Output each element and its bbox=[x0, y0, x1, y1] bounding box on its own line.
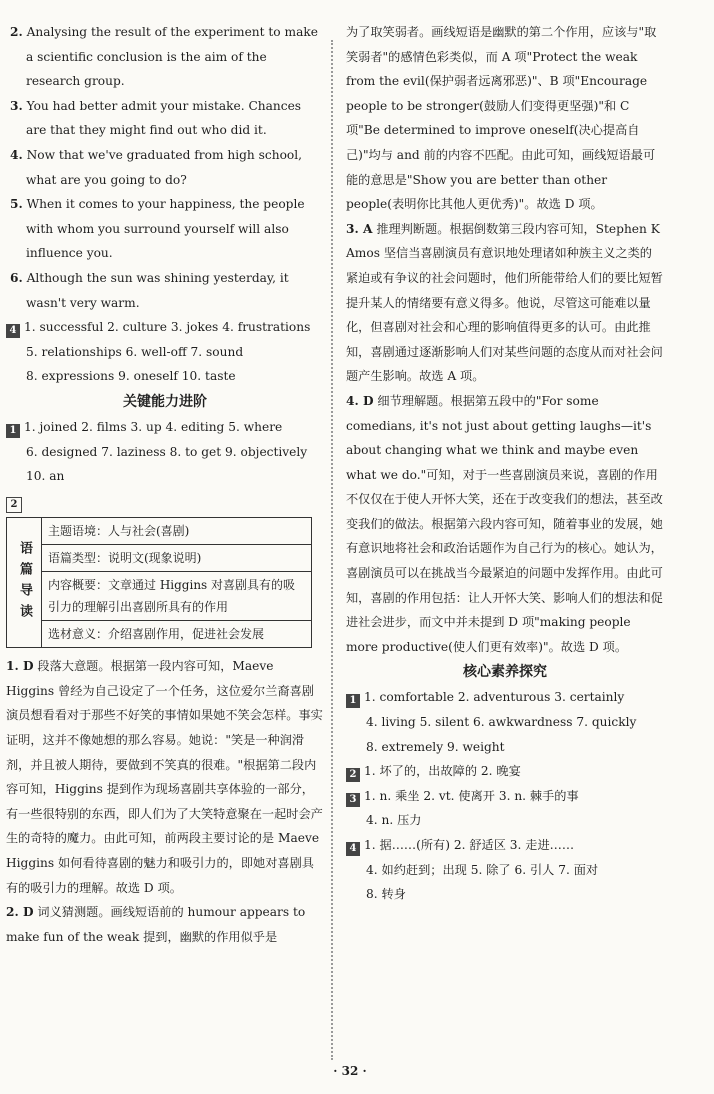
exercise-1 bbox=[346, 685, 664, 759]
answer-text: 1. successful 2. culture 3. jokes 4. frustrations bbox=[24, 320, 311, 335]
answer-line bbox=[6, 315, 324, 340]
answer-explanation bbox=[6, 654, 324, 900]
explanation-text: 词义猜测题。画线短语前的 humour appears to make fun of the weak 提到，幽默的作用似乎是 bbox=[6, 905, 306, 944]
exercise-4 bbox=[6, 315, 324, 389]
exercise-4 bbox=[346, 833, 664, 907]
answer-key: 2. D bbox=[6, 905, 34, 920]
answer-line: 5. relationships 6. well-off 7. sound bbox=[26, 344, 244, 359]
explanation-text: 推理判断题。根据倒数第三段内容可知，Stephen K Amos 坚信当喜剧演员有意识地处理诸如种族主义之类的紧迫或有争议的社会问题时，他们所能带给人们的要比短暂提升某人的情绪要有意义得多。他说，尽管这可能难以量化，但喜剧对社会和心理的影响值得更多的认可。由此推知，喜剧通过逐渐影响人们对某些问题的态度从而对社会问题产生影响。故选 A 项。 bbox=[346, 221, 663, 384]
list-item bbox=[6, 94, 324, 143]
item-text: When it comes to your happiness, the people with whom you surround yourself will also influence you. bbox=[26, 197, 305, 261]
answer-line bbox=[346, 784, 664, 809]
answer-text: 1. joined 2. films 3. up 4. editing 5. where bbox=[24, 419, 283, 434]
explanation-text: 段落大意题。根据第一段内容可知，Maeve Higgins 曾经为自己设定了一个任务，这位爱尔兰裔喜剧演员想看看对于那些不好笑的事情如果她不笑会怎样。事实证明，这并不像她想的那么容易。她说："笑是一种润滑剂，并且被人期待，要做到不笑真的很难。"根据第二段内容可知，Higgins 提到作为现场喜剧共享体验的一部分，有一些很特别的东西，即人们为了大笑特意聚在一起时会产生的奇特的魔力。由此可知，前两段主要讨论的是 Maeve Higgins 如何看待喜剧的魅力和吸引力的，即她对喜剧具有的吸引力的理解。故选 D 项。 bbox=[6, 659, 323, 895]
list-item bbox=[6, 143, 324, 192]
item-text: Analysing the result of the experiment to make a scientific conclusion is the aim of the research group. bbox=[26, 25, 318, 89]
item-number: 5. bbox=[10, 197, 23, 212]
answer-explanation bbox=[346, 217, 664, 389]
right-column bbox=[346, 20, 664, 907]
answer-line bbox=[346, 685, 664, 710]
answer-text: 1. comfortable 2. adventurous 3. certainly bbox=[364, 690, 625, 705]
exercise-1 bbox=[6, 415, 324, 489]
item-text: Although the sun was shining yesterday, it wasn't very warm. bbox=[26, 270, 289, 310]
list-item bbox=[6, 20, 324, 94]
answer-text: 1. 坏了的，出故障的 2. 晚宴 bbox=[364, 764, 521, 779]
item-text: Now that we've graduated from high school, what are you going to do? bbox=[26, 147, 303, 187]
list-item bbox=[6, 266, 324, 315]
answer-line: 6. designed 7. laziness 8. to get 9. objectively bbox=[26, 444, 308, 459]
item-number: 6. bbox=[10, 270, 23, 285]
exercise-2-header bbox=[6, 489, 324, 514]
section-title: 关键能力进阶 bbox=[123, 393, 207, 410]
page-number: · 32 · bbox=[333, 1064, 367, 1078]
answer-explanation-continued: 为了取笑弱者。画线短语是幽默的第二个作用，应该与"取笑弱者"的感情色彩类似，而 A 项"Protect the weak from the evil(保护弱者远离邪恶)"、B 项"Encourage people to be stronger(鼓励人们变得更坚强)"和 C 项"Be determined to improve oneself(决心提高自己)"均与 and 前的内容不匹配。由此可知，画线短语最可能的意思是"Show you are better than other people(表明你比其他人更优秀)"。故选 D 项。 bbox=[346, 25, 657, 212]
explanation-text: 细节理解题。根据第五段中的"For some comedians, it's not just about getting laughs—it's about changing what we think and maybe even what we do."可知，对于一些喜剧演员来说，喜剧的作用不仅仅在于使人开怀大笑，还在于改变我们的想法，甚至改变我们的做法。根据第六段内容可知，随着事业的发展，她有意识地将社会和政治话题作为自己行为的核心。她认为，喜剧演员可以在挑战当今最紧迫的问题中发挥作用。由此可知，喜剧的作用包括：让人开怀大笑、影响人们的想法和促进社会进步，而文中并未提到 D 项"making people more productive(使人们更有效率)"。故选 D 项。 bbox=[346, 393, 663, 654]
answer-line bbox=[346, 833, 664, 858]
section-title: 核心素养探究 bbox=[463, 664, 547, 681]
answer-line: 10. an bbox=[26, 469, 65, 484]
guide-row: 选材意义：介绍喜剧作用，促进社会发展 bbox=[42, 621, 312, 648]
guide-row: 主题语境：人与社会(喜剧) bbox=[42, 518, 312, 545]
list-item bbox=[6, 192, 324, 266]
item-text: You had better admit your mistake. Chances are that they might find out who did it. bbox=[26, 98, 302, 138]
exercise-3 bbox=[346, 784, 664, 833]
guide-label: 语篇导读 bbox=[7, 518, 42, 648]
exercise-number-badge: 1 bbox=[6, 424, 20, 438]
answer-text: 1. n. 乘坐 2. vt. 使离开 3. n. 棘手的事 bbox=[364, 788, 579, 803]
answer-line: 4. n. 压力 bbox=[366, 813, 422, 828]
item-number: 4. bbox=[10, 147, 23, 162]
item-number: 2. bbox=[10, 25, 23, 39]
intro-items bbox=[6, 20, 324, 315]
exercise-number-badge: 3 bbox=[346, 793, 360, 807]
answer-key: 4. D bbox=[346, 393, 374, 408]
guide-row: 语篇类型：说明文(现象说明) bbox=[42, 545, 312, 572]
answer-key: 3. A bbox=[346, 221, 373, 236]
exercise-2 bbox=[346, 759, 664, 784]
guide-row: 内容概要：文章通过 Higgins 对喜剧具有的吸引力的理解引出喜剧所具有的作用 bbox=[42, 572, 312, 621]
left-column bbox=[6, 20, 324, 949]
answer-line: 8. 转身 bbox=[366, 887, 406, 902]
reading-guide-table bbox=[6, 517, 312, 648]
answer-explanation bbox=[6, 900, 324, 949]
answer-text: 1. 据……(所有) 2. 舒适区 3. 走进…… bbox=[364, 838, 575, 852]
answer-line bbox=[346, 759, 664, 784]
exercise-number-badge: 4 bbox=[346, 842, 360, 856]
answer-key: 1. D bbox=[6, 659, 34, 674]
answer-explanation bbox=[346, 389, 664, 660]
answer-line: 4. living 5. silent 6. awkwardness 7. quickly bbox=[366, 715, 637, 730]
answer-line: 8. expressions 9. oneself 10. taste bbox=[26, 369, 236, 384]
answer-line: 8. extremely 9. weight bbox=[366, 739, 505, 754]
exercise-number-badge: 2 bbox=[346, 768, 360, 782]
answer-line: 4. 如约赶到；出现 5. 除了 6. 引人 7. 面对 bbox=[366, 862, 599, 877]
item-number: 3. bbox=[10, 98, 23, 113]
exercise-number-badge: 2 bbox=[6, 497, 22, 513]
exercise-number-badge: 4 bbox=[6, 324, 20, 338]
exercise-number-badge: 1 bbox=[346, 694, 360, 708]
column-divider bbox=[331, 40, 333, 1060]
answer-line bbox=[6, 415, 324, 440]
